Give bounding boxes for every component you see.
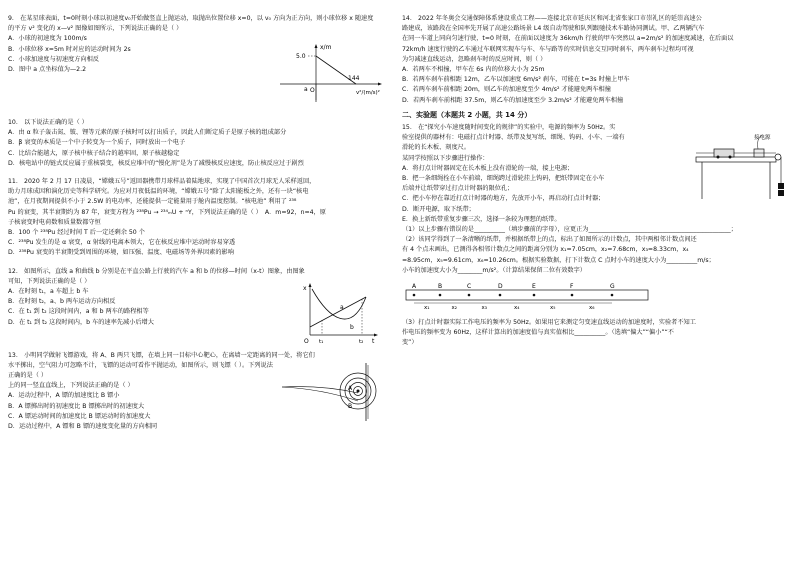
q12-x-label: t xyxy=(372,337,375,345)
q9-option-b: B．小球位移 x=5m 时对应的运动时间为 2s xyxy=(8,45,131,53)
q15-text-block xyxy=(402,123,682,194)
q12-curve-b: b xyxy=(350,323,354,331)
q14-line-1: 14. 2022 年冬奥会交通保障体系建设重点工程——连接北京市延庆区和河北省张家口市崇礼区的延崇高速公 xyxy=(402,15,702,22)
q14-option-b: B．若两车刹车前相距 12m，乙车以加速度 6m/s² 刹车，可能在 t=3s 时撞上甲车 xyxy=(402,76,630,84)
q9-y-tick: 5.0 xyxy=(296,53,306,60)
q15-step-c: C．把小车停在靠近打点计时器的地方，先放开小车，再启动打点计时器； xyxy=(402,195,605,203)
q14-option-c: C．若两车刹车前相距 20m，则乙车的加速度至少 4m/s² 才能避免两车相撞 xyxy=(402,86,611,94)
question-15 xyxy=(402,123,786,349)
q15-step-b: B．把一条细绳拴在小车前端，细绳跨过滑轮挂上钩码，把纸带固定在小车 xyxy=(402,175,605,183)
tape-point-label: G xyxy=(610,283,615,291)
q15-part-3c: 变”） xyxy=(402,339,418,347)
tape-point xyxy=(571,294,574,297)
tape-point xyxy=(499,294,502,297)
tape-point xyxy=(439,294,442,297)
q15-line-2: 验室提供的器材有：电磁打点计时器、纸带及复写纸、细绳、钩码、小车、一端有 xyxy=(402,134,625,142)
q15-line-1: 15. 在“探究小车速度随时间变化的规律”的实验中，电源的频率为 50Hz。实 xyxy=(402,124,616,132)
q13-option-c: C．A 镖运动时间的加速度比 B 镖运动时的加速度大 xyxy=(8,412,151,420)
tape-point-label: E xyxy=(532,283,536,291)
q9-point-a: a xyxy=(304,86,308,93)
q14-line-3: 在同一车道上同向匀速行驶，t=0 时刻，在前面以速度为 36km/h 行驶的甲车突然以 a=2m/s² 的加速度减速，在后面以 xyxy=(402,35,734,43)
q10-stem: 10. 以下说法正确的是（ ） xyxy=(8,119,88,126)
right-column xyxy=(402,14,786,349)
q9-origin: O xyxy=(310,87,315,94)
q14-option-d: D．若两车刹车前相距 37.5m，则乙车的加速度至少 3.2m/s² 才能避免两车相撞 xyxy=(402,96,624,104)
q11-option-c: C．²³⁸Pu 发生的是 α 衰变，α 射线的电离本领大，它在核反应堆中运动时容易穿透 xyxy=(8,239,236,247)
q13-dart-b-label: B xyxy=(348,402,353,410)
question-13 xyxy=(8,351,390,433)
q15-part-3a: （3）打点计时器实际工作电压的频率为 50Hz。如果用它来测定匀变速直线运动的加速度时，实验者不知工 xyxy=(402,319,696,327)
q13-option-a: A．运动过程中，A 镖的加速度比 B 镖小 xyxy=(8,392,120,400)
q13-dart-target-figure xyxy=(278,361,386,423)
q15-paper-tape xyxy=(404,282,654,312)
q9-option-c: C．小球加速度与初速度方向相反 xyxy=(8,55,99,63)
q12-option-a: A．在时刻 t₁，a 车超上 b 车 xyxy=(8,288,89,296)
q11-line-5: 子核衰变时电荷数和质量数都守恒 xyxy=(8,218,101,226)
q15-step-e: E．换上新纸带重复步骤三次，选择一条较为理想的纸带。 xyxy=(402,215,561,223)
question-10 xyxy=(8,118,390,169)
q13-stem-3: 上的同一竖直直线上，下列说法正确的是（ ） xyxy=(8,382,134,390)
q11-line-4: Pu 的衰变，其半衰期约为 87 年，衰变方程为 ²³⁸Pu → ²³⁴ₘU + ⁿY，下列说法正确的是（ ） A．m=92，n=4，原 xyxy=(8,208,326,216)
q10-option-b: B．β 衰变的本质是一个中子转变为一个质子，同时放出一个电子 xyxy=(8,139,186,147)
q15-part-2d: 小车的加速度大小为________m/s²。（计算结果保留二位有效数字） xyxy=(402,266,586,274)
tape-point-label: C xyxy=(467,283,472,291)
tape-point xyxy=(533,294,536,297)
q12-option-b: B．在时刻 t₂，a、b 两车运动方向相反 xyxy=(8,298,116,306)
section-2-heading: 二、实验题（本题共 2 小题，共 14 分） xyxy=(402,110,532,119)
q12-t1: t₁ xyxy=(319,338,324,345)
tape-point-label: D xyxy=(498,283,503,291)
tape-gap-label: x₆ xyxy=(589,305,595,312)
tape-point-label: F xyxy=(570,283,574,291)
q15-apparatus-figure xyxy=(692,131,784,203)
q15-part-3b: 作电压的频率变为 60Hz，这样计算出的加速度值与真实值相比__________。（选填“偏大”“偏小”“不 xyxy=(402,329,674,337)
tape-point-label: A xyxy=(412,283,417,291)
tape-point-label: B xyxy=(438,283,443,291)
q15-part-2b: 有 4 个点未画出，已测得各相邻计数点之间的距离分别为 x₁=7.05cm，x₂=7.68cm，x₃=8.33cm，x₄ xyxy=(402,246,689,254)
tape-gap-label: x₁ xyxy=(424,305,430,312)
question-11 xyxy=(8,177,390,259)
q12-t2: t₂ xyxy=(359,338,364,345)
q14-line-2: 路建成，该路段在全国率先开展了高速公路场景 L4 级自动驾驶和队列跟驰技术车路协同测试。甲、乙两辆汽车 xyxy=(402,25,705,33)
q15-part-2a: （2）该同学得到了一条清晰的纸带，并根据纸带上的点，标出了如图所示的计数点，其中两相邻计数点间还 xyxy=(402,236,697,244)
q12-origin: O xyxy=(304,337,309,345)
q13-option-b: B．A 镖掷出时的初速度比 B 镖掷出时的初速度大 xyxy=(8,402,145,410)
q12-x-t-graph xyxy=(300,283,380,345)
tape-gap-label: x₄ xyxy=(514,305,520,312)
q12-line-a: a xyxy=(340,303,344,311)
q12-y-label: x xyxy=(303,284,307,292)
q9-x-tick: 144 xyxy=(348,75,360,82)
q12-stem-2: 可知，下列说法正确的是（ ） xyxy=(8,277,91,285)
q15-line-3: 滑轮的长木板、刻度尺。 xyxy=(402,144,471,152)
q10-option-a: A．由 α 粒子轰击氮、铍、锂等元素的原子核时可以打出质子，因此人们断定质子是原子核的组成部分 xyxy=(8,129,287,137)
q9-option-a: A．小球的初速度为 100m/s xyxy=(8,35,87,43)
q14-line-4: 72km/h 速度行驶的乙车通过车联网实现车与车、车与路等的实时信息交互同时刹车，两车刹车过程均可视 xyxy=(402,45,694,53)
tape-point xyxy=(468,294,471,297)
q12-option-c: C．在 t₁ 到 t₂ 这段时间内，a 和 b 两车的路程相等 xyxy=(8,308,149,316)
q11-line-1: 11. 2020 年 2 月 17 日凌晨，“嫦娥五号”返回器携带月球样品着陆地球，实现了中国首次月球无人采样返回， xyxy=(8,178,316,186)
question-9 xyxy=(8,14,390,110)
q14-option-a: A．若两车不相撞，甲车在 6s 内的位移大小为 25m xyxy=(402,66,545,74)
q12-stem-1: 12. 如图所示，直线 a 和曲线 b 分别是在平直公路上行驶的汽车 a 和 b 的位移—时间（x-t）图象，由图象 xyxy=(8,267,305,275)
q9-y-axis-label: x/m xyxy=(320,44,332,51)
q10-option-c: C．比结合能越大，原子核中核子结合的越牢固，原子核越稳定 xyxy=(8,149,180,157)
q10-option-d: D．核电站中的链式反应属于重核裂变，核反应堆中的“慢化剂”是为了减慢核反应速度，防止核反应过于剧烈 xyxy=(8,159,304,167)
q13-option-d: D．运动过程中，A 镖和 B 镖的速度变化量的方向相同 xyxy=(8,423,158,431)
q15-power-label: 接电源 xyxy=(754,135,771,142)
q11-line-2: 助力月球成因和演化历史等科学研究。为应对月夜低温的环境，“嫦娥五号”除了太阳能板之外，还有一块“核电 xyxy=(8,188,309,196)
q14-line-5: 为匀减速直线运动，忽略刹车时的反应时间，则（ ） xyxy=(402,55,547,63)
q11-option-b: B．100 个 ²³⁸Pu 经过时间 T 后一定还剩余 50 个 xyxy=(8,229,145,237)
q9-x-axis-label: v²/(m/s)² xyxy=(356,90,380,96)
q15-part-2c: =8.95cm，x₅=9.61cm，x₆=10.26cm。根据实验数据，打下计数点 C 点时小车的速度大小为__________m/s； xyxy=(402,256,715,264)
q15-step-d: D．断开电源，取下纸带； xyxy=(402,205,475,213)
question-12 xyxy=(8,267,390,343)
q13-stem-1: 13. 小明同学做射飞镖游戏，将 A、B 两只飞镖，在墙上同一目标中心靶心，在离墙一定距离的同一处，将它们 xyxy=(8,351,315,359)
q13-dart-a-label: A xyxy=(348,384,353,392)
q12-option-d: D．在 t₁ 到 t₂ 这段时间内，b 车的速率先减小后增大 xyxy=(8,318,154,326)
tape-point xyxy=(611,294,614,297)
q11-line-3: 池”，在月夜期间提供不小于 2.5W 的电功率，还能提供一定能量用于舱内温度控制。“核电池” 利用了 ²³⁸ xyxy=(8,198,297,206)
tape-gap-label: x₂ xyxy=(451,305,457,312)
q15-step-b-cont: 后端并让纸带穿过打点计时器的限位孔； xyxy=(402,185,514,193)
q9-option-d: D．图中 a 点坐标值为—2.2 xyxy=(8,66,87,74)
question-14 xyxy=(402,14,786,106)
q11-option-d: D．²³⁸Pu 衰变的半衰期受到周围的环境，如压强、温度、电磁场等外界因素的影响 xyxy=(8,249,234,257)
q15-part-1: （1）以上步骤有错误的是__________（填步骤前的字母），应更正为______________________________________________； xyxy=(402,226,737,234)
q15-line-4: 某同学按照以下步骤进行操作： xyxy=(402,154,489,162)
tape-point xyxy=(413,294,416,297)
q15-step-a: A．将打点计时器固定在长木板上没有滑轮的一端，接上电源； xyxy=(402,164,574,172)
q13-stem-2: 水平掷出，空气阻力可忽略不计，飞镖的运动可看作平抛运动，如图所示，则飞镖（ ）。下列说法正确的是（ ） xyxy=(8,361,273,380)
q9-x-v2-graph xyxy=(276,42,386,108)
q9-stem: 9. 在某星球表面，t=0时刻小球以初速度v₀开始做竖直上抛运动，取抛出位置位移 x=0，以 v₀ 方向为正方向，则小球位移 x 随速度的平方 v² 变化的 x—v² 图像如图所示，下列说法正确的是（ ） xyxy=(8,15,374,33)
tape-gap-label: x₃ xyxy=(481,305,487,312)
tape-gap-label: x₅ xyxy=(550,305,556,312)
left-column xyxy=(8,14,390,432)
